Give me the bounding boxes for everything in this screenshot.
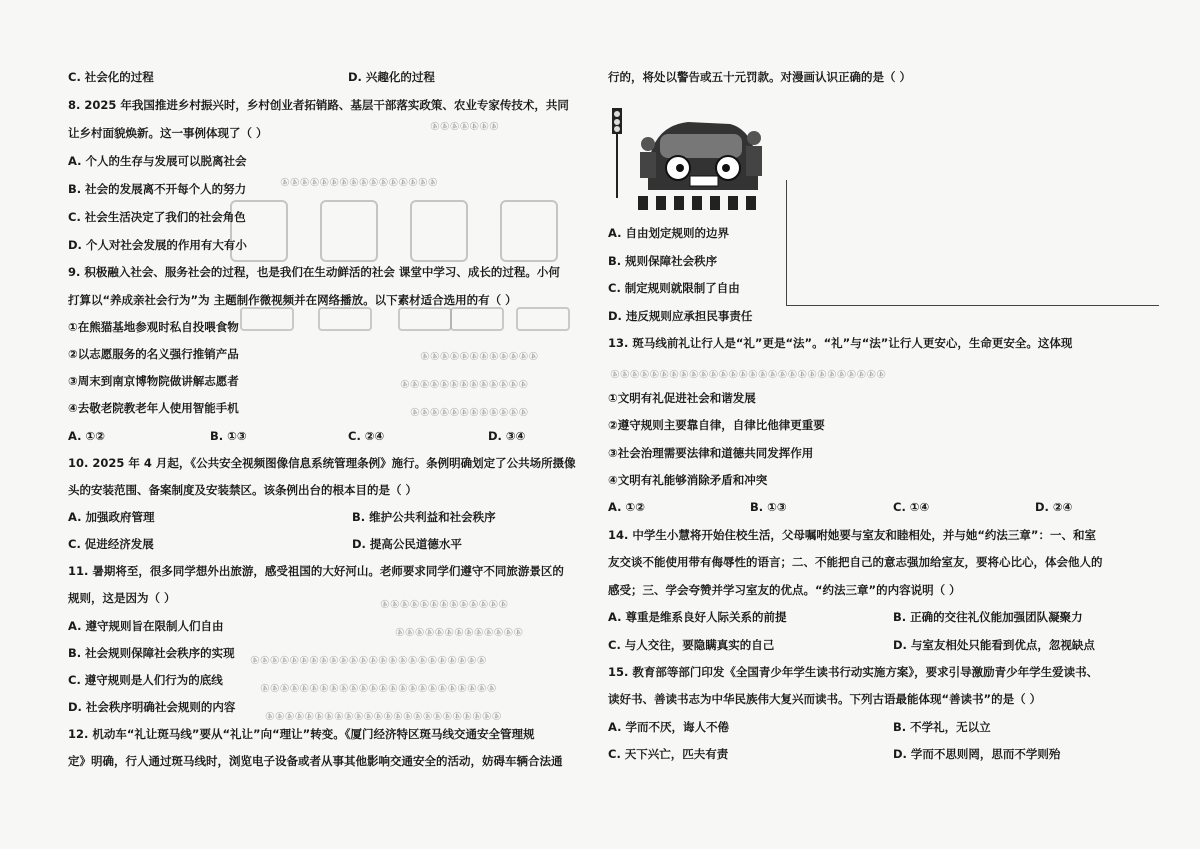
q14-option-d: D. 与室友相处只能看到优点，忽视缺点	[893, 638, 1095, 652]
q11-option-b: B. 社会规则保障社会秩序的实现	[68, 646, 235, 660]
q14-option-c: C. 与人交往，要隐瞒真实的自己	[608, 638, 775, 652]
bleed-through-text: ④④④④④④④④④④④④④	[395, 626, 524, 639]
q9-item-1: ①在熊猫基地参观时私自投喂食物	[68, 320, 239, 334]
q8-option-a: A. 个人的生存与发展可以脱离社会	[68, 154, 247, 168]
q15-stem-line1: 15. 教育部等部门印发《全国青少年学生读书行动实施方案》，要求引导激励青少年学生爱读书、	[608, 665, 1099, 679]
q10-option-d: D. 提高公民道德水平	[352, 537, 462, 551]
q14-stem-line2: 友交谈不能使用带有侮辱性的语言；二、不能把自己的意志强加给室友，要将心比心，体会他人的	[608, 555, 1103, 569]
answer-frame-line	[786, 180, 1159, 306]
q9-item-4: ④去敬老院教老年人使用智能手机	[68, 401, 239, 415]
bleed-through-text: ④④④④④④④④④④④④④④④④	[280, 176, 438, 189]
q14-stem-line1: 14. 中学生小慧将开始住校生活，父母嘱咐她要与室友和睦相处，并与她“约法三章”：一、和室	[608, 528, 1096, 542]
q7-option-c: C. 社会化的过程	[68, 70, 154, 84]
q15-stem-line2: 读好书、善读书志为中华民族伟大复兴而读书。下列古语最能体现“善读书”的是（ ）	[608, 692, 1042, 706]
q13-option-a: A. ①②	[608, 500, 645, 514]
q9-stem-line1: 9. 积极融入社会、服务社会的过程，也是我们在生动鲜活的社会 课堂中学习、成长的过程。小何	[68, 265, 560, 279]
q15-option-a: A. 学而不厌，诲人不倦	[608, 720, 729, 734]
q15-option-c: C. 天下兴亡，匹夫有责	[608, 747, 729, 761]
q13-stem-line1: 13. 斑马线前礼让行人是“礼”更是“法”。“礼”与“法”让行人更安心，生命更安全。这体现	[608, 336, 1073, 350]
q9-option-a: A. ①②	[68, 429, 105, 443]
q10-stem-line1: 10. 2025 年 4 月起，《公共安全视频图像信息系统管理条例》施行。条例明确划定了公共场所摄像	[68, 456, 576, 470]
bleed-through-text: ④④④④④④④④④④④④	[410, 406, 529, 419]
bleed-through-text: ④④④④④④④④④④④④	[420, 350, 539, 363]
q7-option-d: D. 兴趣化的过程	[348, 70, 435, 84]
q9-item-2: ②以志愿服务的名义强行推销产品	[68, 347, 239, 361]
q9-option-d: D. ③④	[488, 429, 526, 443]
q9-option-b: B. ①③	[210, 429, 247, 443]
q13-item-3: ③社会治理需要法律和道德共同发挥作用	[608, 446, 814, 460]
q13-item-1: ①文明有礼促进社会和谐发展	[608, 391, 756, 405]
bleed-through-tab	[450, 307, 504, 331]
bleed-through-tab	[318, 307, 372, 331]
q8-stem-line1: 8. 2025 年我国推进乡村振兴时，乡村创业者拓销路、基层干部落实政策、农业专家传技术，共同	[68, 98, 569, 112]
bleed-through-text: ④④④④④④④④④④④④④④④④④④④④④④④④	[265, 710, 502, 723]
q9-item-3: ③周末到南京博物院做讲解志愿者	[68, 374, 239, 388]
q13-option-b: B. ①③	[750, 500, 787, 514]
q12-option-c: C. 制定规则就限制了自由	[608, 281, 740, 295]
q10-option-b: B. 维护公共利益和社会秩序	[352, 510, 496, 524]
bleed-through-text: ④④④④④④④④④④④④④	[400, 378, 529, 391]
q10-option-a: A. 加强政府管理	[68, 510, 155, 524]
q11-option-d: D. 社会秩序明确社会规则的内容	[68, 700, 236, 714]
q14-option-b: B. 正确的交往礼仪能加强团队凝聚力	[893, 610, 1083, 624]
bleed-through-tab	[240, 307, 294, 331]
q13-option-d: D. ②④	[1035, 500, 1073, 514]
q12-option-b: B. 规则保障社会秩序	[608, 254, 718, 268]
q14-option-a: A. 尊重是维系良好人际关系的前提	[608, 610, 787, 624]
q8-option-d: D. 个人对社会发展的作用有大有小	[68, 238, 247, 252]
bleed-through-text: ④④④④④④④	[430, 120, 500, 133]
q11-option-a: A. 遵守规则旨在限制人们自由	[68, 619, 224, 633]
bleed-through-text: ④④④④④④④④④④④④④	[380, 598, 509, 611]
q12-option-a: A. 自由划定规则的边界	[608, 226, 729, 240]
bleed-through-tab	[398, 307, 452, 331]
q9-stem-line2: 打算以“养成亲社会行为”为 主题制作微视频并在网络播放。以下素材适合选用的有（ ）	[68, 293, 517, 307]
q13-option-c: C. ①④	[893, 500, 930, 514]
q10-option-c: C. 促进经济发展	[68, 537, 154, 551]
q13-item-2: ②遵守规则主要靠自律，自律比他律更重要	[608, 418, 825, 432]
q10-stem-line2: 头的安装范围、备案制度及安装禁区。该条例出台的根本目的是（ ）	[68, 483, 417, 497]
q12-option-d: D. 违反规则应承担民事责任	[608, 309, 753, 323]
q8-stem-line2: 让乡村面貌焕新。这一事例体现了（ ）	[68, 126, 268, 140]
q9-option-c: C. ②④	[348, 429, 385, 443]
bleed-through-text: ④④④④④④④④④④④④④④④④④④④④④④④④④④④④	[610, 368, 887, 381]
q8-option-c: C. 社会生活决定了我们的社会角色	[68, 210, 246, 224]
q8-option-b: B. 社会的发展离不开每个人的努力	[68, 182, 247, 196]
q12-stem-line2: 定》明确，行人通过斑马线时，浏览电子设备或者从事其他影响交通安全的活动，妨碍车辆合法通	[68, 754, 563, 768]
bleed-through-text: ④④④④④④④④④④④④④④④④④④④④④④④④	[260, 682, 497, 695]
bleed-through-tab	[516, 307, 570, 331]
q11-stem-line1: 11. 暑期将至，很多同学想外出旅游，感受祖国的大好河山。老师要求同学们遵守不同旅游景区的	[68, 564, 564, 578]
bleed-through-text: ④④④④④④④④④④④④④④④④④④④④④④④④	[250, 654, 487, 667]
q12-stem-line1: 12. 机动车“礼让斑马线”要从“礼让”向“理让”转变。《厦门经济特区斑马线交通安全管理规	[68, 727, 535, 741]
bleed-through-boxes	[230, 200, 590, 270]
q14-stem-line3: 感受；三、学会夸赞并学习室友的优点。“约法三章”的内容说明（ ）	[608, 583, 961, 597]
q12-stem-continued: 行的，将处以警告或五十元罚款。对漫画认识正确的是（ ）	[608, 70, 912, 84]
q13-item-4: ④文明有礼能够消除矛盾和冲突	[608, 473, 768, 487]
q11-stem-line2: 规则，这是因为（ ）	[68, 591, 176, 605]
q15-option-b: B. 不学礼，无以立	[893, 720, 991, 734]
q15-option-d: D. 学而不思则罔，思而不学则殆	[893, 747, 1061, 761]
traffic-cartoon-illustration	[608, 98, 778, 213]
q11-option-c: C. 遵守规则是人们行为的底线	[68, 673, 223, 687]
